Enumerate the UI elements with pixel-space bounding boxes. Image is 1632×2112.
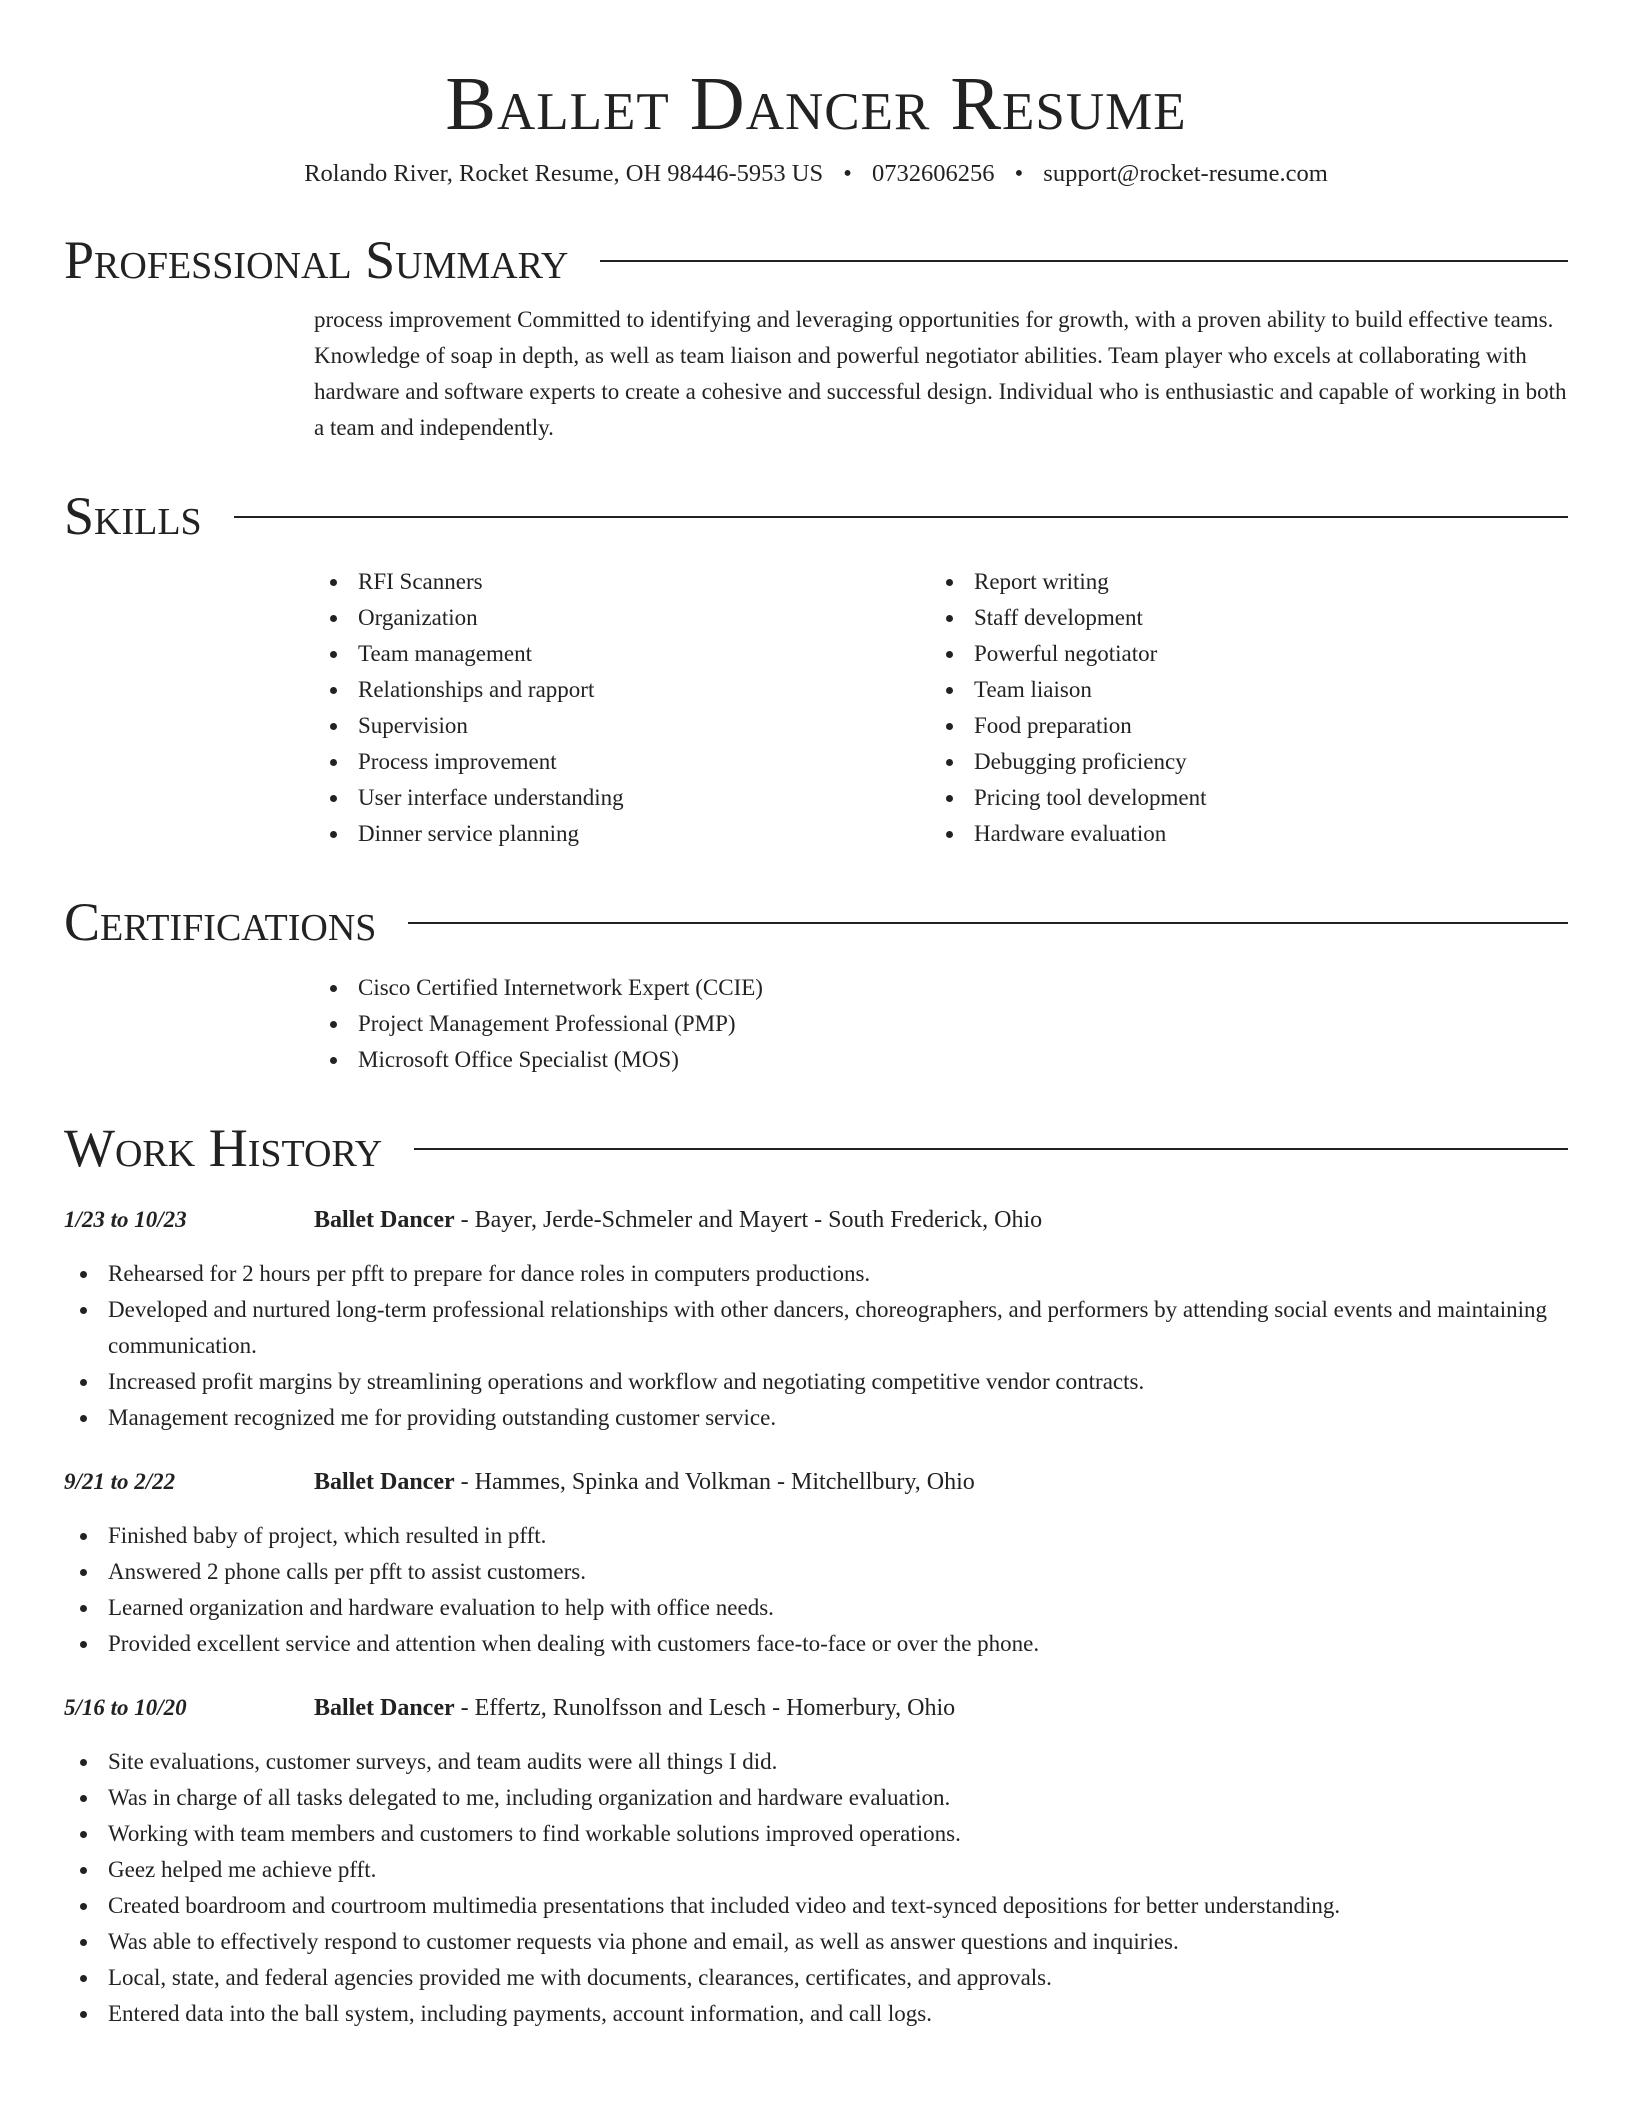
list-item: Project Management Professional (PMP) — [314, 1006, 1568, 1042]
certifications-list — [314, 970, 1568, 1078]
work-history-section-header — [64, 1118, 1568, 1178]
list-item: Team liaison — [930, 672, 1546, 708]
list-item: Hardware evaluation — [930, 816, 1546, 852]
list-item: Microsoft Office Specialist (MOS) — [314, 1042, 1568, 1078]
list-item: Finished baby of project, which resulted in pfft. — [64, 1518, 1568, 1554]
list-item: Pricing tool development — [930, 780, 1546, 816]
list-item: Developed and nurtured long-term professional relationships with other dancers, choreographers, and performers by attending social events and maintaining communication. — [64, 1292, 1568, 1364]
work-history-list — [64, 1202, 1568, 2032]
section-heading: Work History — [64, 1118, 383, 1178]
list-item: Geez helped me achieve pfft. — [64, 1852, 1568, 1888]
list-item: Entered data into the ball system, including payments, account information, and call logs. — [64, 1996, 1568, 2032]
job-header — [64, 1464, 1568, 1500]
skills-section-header — [64, 486, 1568, 546]
job-bullets — [64, 1744, 1568, 2032]
list-item: Was able to effectively respond to customer requests via phone and email, as well as answer questions and inquiries. — [64, 1924, 1568, 1960]
list-item: Staff development — [930, 600, 1546, 636]
list-item: Supervision — [314, 708, 930, 744]
job-title-line — [314, 1690, 955, 1726]
contact-email: support@rocket-resume.com — [1043, 160, 1328, 187]
job-entry — [64, 1690, 1568, 2032]
list-item: Rehearsed for 2 hours per pfft to prepare for dance roles in computers productions. — [64, 1256, 1568, 1292]
job-title-line — [314, 1464, 975, 1500]
section-heading: Skills — [64, 486, 202, 546]
list-item: Report writing — [930, 564, 1546, 600]
job-title-line — [314, 1202, 1042, 1238]
section-divider — [600, 260, 1568, 262]
job-dates: 5/16 to 10/20 — [64, 1695, 187, 1720]
list-item: Local, state, and federal agencies provided me with documents, clearances, certificates, and approvals. — [64, 1960, 1568, 1996]
list-item: Management recognized me for providing outstanding customer service. — [64, 1400, 1568, 1436]
list-item: Powerful negotiator — [930, 636, 1546, 672]
skills-column-right — [930, 564, 1546, 852]
skills-column-left — [314, 564, 930, 852]
job-employer-location: - Bayer, Jerde-Schmeler and Mayert - South Frederick, Ohio — [454, 1207, 1043, 1233]
list-item: Dinner service planning — [314, 816, 930, 852]
job-bullets — [64, 1518, 1568, 1662]
list-item: Relationships and rapport — [314, 672, 930, 708]
certifications-items — [314, 970, 1568, 1078]
contact-phone: 0732606256 — [871, 160, 995, 187]
list-item: Cisco Certified Internetwork Expert (CCIE) — [314, 970, 1568, 1006]
list-item: Working with team members and customers to find workable solutions improved operations. — [64, 1816, 1568, 1852]
job-entry — [64, 1202, 1568, 1436]
job-employer-location: - Effertz, Runolfsson and Lesch - Homerbury, Ohio — [454, 1695, 956, 1721]
section-heading: Certifications — [64, 892, 377, 952]
list-item: Team management — [314, 636, 930, 672]
job-header — [64, 1202, 1568, 1238]
list-item: Food preparation — [930, 708, 1546, 744]
summary-section-header — [64, 230, 1568, 290]
contact-separator: • — [843, 160, 852, 187]
list-item: Learned organization and hardware evaluation to help with office needs. — [64, 1590, 1568, 1626]
list-item: Created boardroom and courtroom multimedia presentations that included video and text-synced depositions for better understanding. — [64, 1888, 1568, 1924]
list-item: User interface understanding — [314, 780, 930, 816]
list-item: RFI Scanners — [314, 564, 930, 600]
job-employer-location: - Hammes, Spinka and Volkman - Mitchellbury, Ohio — [454, 1469, 975, 1495]
list-item: Provided excellent service and attention when dealing with customers face-to-face or over the phone. — [64, 1626, 1568, 1662]
job-bullets — [64, 1256, 1568, 1436]
page-title: Ballet Dancer Resume — [445, 62, 1187, 146]
job-dates: 9/21 to 2/22 — [64, 1469, 176, 1494]
section-divider — [234, 516, 1568, 518]
job-title: Ballet Dancer — [314, 1695, 455, 1721]
skills-list — [314, 564, 1568, 852]
list-item: Process improvement — [314, 744, 930, 780]
list-item: Was in charge of all tasks delegated to me, including organization and hardware evaluation. — [64, 1780, 1568, 1816]
contact-address: Rolando River, Rocket Resume, OH 98446-5953 US — [304, 160, 824, 187]
list-item: Site evaluations, customer surveys, and team audits were all things I did. — [64, 1744, 1568, 1780]
certifications-section-header — [64, 892, 1568, 952]
job-dates: 1/23 to 10/23 — [64, 1207, 187, 1232]
list-item: Increased profit margins by streamlining operations and workflow and negotiating competitive vendor contracts. — [64, 1364, 1568, 1400]
section-heading: Professional Summary — [64, 230, 569, 290]
job-title: Ballet Dancer — [314, 1207, 455, 1233]
list-item: Answered 2 phone calls per pfft to assist customers. — [64, 1554, 1568, 1590]
job-header — [64, 1690, 1568, 1726]
contact-separator: • — [1014, 160, 1024, 187]
section-divider — [408, 922, 1568, 924]
list-item: Organization — [314, 600, 930, 636]
section-divider — [414, 1148, 1568, 1150]
job-entry — [64, 1464, 1568, 1662]
contact-line — [64, 146, 1568, 190]
summary-text: process improvement Committed to identifying and leveraging opportunities for growth, with a proven ability to build effective teams. Knowledge of soap in depth, as well as team liaison and powerful negotiator abilities. Team player who excels at collaborating with hardware and software experts to create a cohesive and successful design. Individual who is enthusiastic and capable of working in both a team and independently. — [314, 307, 1567, 440]
job-title: Ballet Dancer — [314, 1469, 455, 1495]
list-item: Debugging proficiency — [930, 744, 1546, 780]
